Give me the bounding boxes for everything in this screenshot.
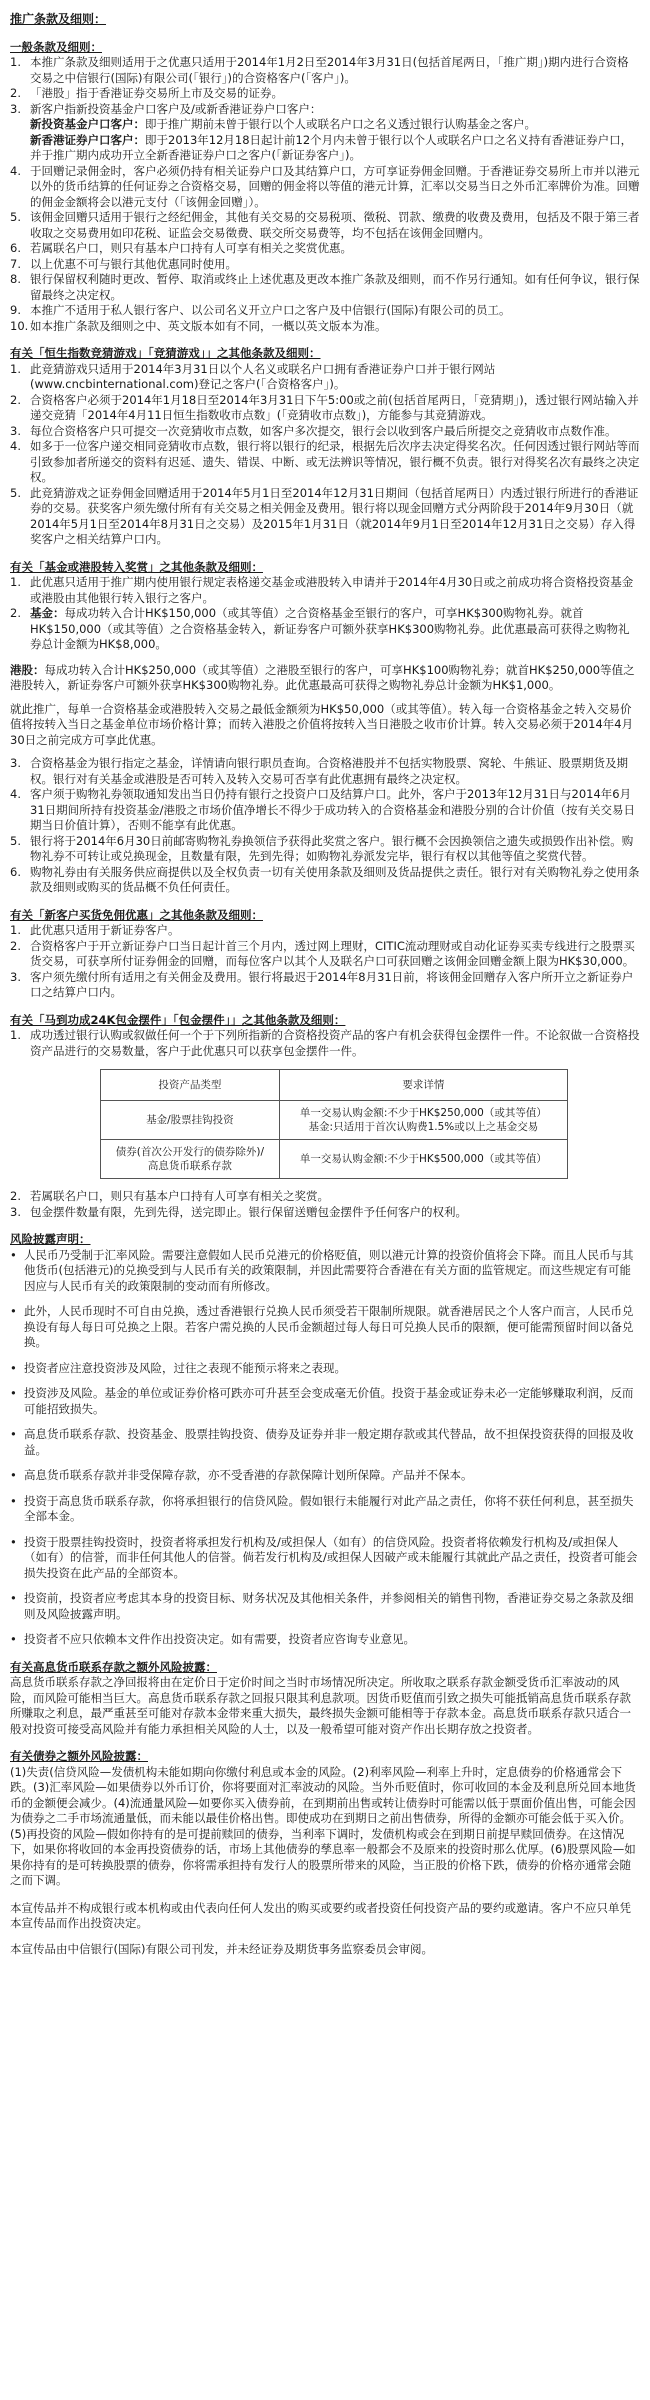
- list-item: 3. 新客户指新投资基金户口客户及/或新香港证券户口客户：: [10, 101, 322, 116]
- sub-item-fund-customer: 新投资基金户口客户：即于推广期前未曾于银行以个人或联名户口之名义透过银行认购基金之客户。: [30, 117, 536, 131]
- high-yield-risk-section: [10, 1660, 640, 1738]
- list-item: 1. 成功透过银行认购或叙做任何一个于下列所指新的合资格投资产品的客户有机会获得包金摆件一件。不论叙做一合资格投资产品进行的交易数量，客户于此优惠只可以获享包金摆件一件。: [10, 1028, 640, 1058]
- list-item: 3. 客户须先缴付所有适用之有关佣金及费用。银行将最迟于2014年8月31日前，将该佣金回赠存入客户所开立之新证券户口之结算户口内。: [10, 969, 634, 999]
- risk-bullet: • 投资涉及风险。基金的单位或证券价格可跌亦可升甚至会变成毫无价值。投资于基金或证券未必一定能够赚取利润，反而可能招致损失。: [10, 1386, 634, 1416]
- table-cell: 单一交易认购金额:不少于HK$500,000（或其等值）: [279, 1140, 567, 1179]
- risk-bullet: • 投资前，投资者应考虑其本身的投资目标、财务状况及其他相关条件，并参阅相关的销售刊物，香港证券交易之条款及细则及风险披露声明。: [10, 1591, 634, 1621]
- table-header-cell: 投资产品类型: [101, 1070, 280, 1101]
- bond-risk-text: (1)失责(信贷风险—发债机构未能如期向你缴付利息或本金的风险。(2)利率风险—利率上升时，定息债券的价格通常会下跌。(3)汇率风险—如果债券以外币订价，你将要面对汇率波动的风险。当外币贬值时，你可收回的本金及利息所兑回本地货币的金额便会减少。(4)流通量风险—如要你买入债券前，在到期前出售或转让债券时可能需以低于票面价值出售，可能会因为债券之二手市场流通量低，而未能以最佳价格出售。即使成功在到期日之前出售债券，所得的金额亦可能会低于买入价。(5)再投资的风险—假如你持有的是可提前赎回的债券，当利率下调时，发债机构或会在到期日前提早赎回债券。在这情况下，如果你将收回的本金再投资债券的话，市场上其他债券的孳息率一般都会不及原来的投资时那么优厚。(6)股票风险—如果你持有的是可转换股票的债券，你将需承担持有发行人的股票所带来的风险，当正股的价格下跌，债券的价格亦通常会随之而下调。: [10, 1764, 636, 1887]
- list-item: 3. 每位合资格客户只可提交一次竞猜收市点数，如客户多次提交，银行会以收到客户最后所提交之竞猜收市点数作准。: [10, 423, 617, 438]
- bullet-icon: •: [10, 1360, 17, 1375]
- disclaimer-text: 本宣传品并不构成银行或本机构或由代表向任何人发出的购买或要约或者投资任何投资产品的要约或邀请。客户不应只单凭本宣传品而作出投资决定。: [10, 1900, 631, 1930]
- page-title: 推广条款及细则：: [10, 12, 107, 26]
- list-item: 1. 此优惠只适用于新证券客户。: [10, 923, 180, 937]
- list-item: 2. 合资格客户于开立新证券户口当日起计首三个月内，透过网上理财，CITIC流动理财或自动化证券买卖专线进行之股票买货交易，可获享所付证券佣金的回赠，而每位客户以其个人及联名户口可获回赠之该佣金回赠金额上限为HK$30,000。: [10, 938, 635, 968]
- list-item: 5. 此竞猜游戏之证券佣金回赠适用于2014年5月1日至2014年12月31日期间（包括首尾两日）内透过银行所进行的香港证券的交易。获奖客户须先缴付所有有关交易之相关佣金及费用。银行将以现金回赠方式分两阶段于2014年9月30日（就2014年5月1日至2014年8月31日之交易）及2015年1月31日（就2014年9月1日至2014年12月31日之交易）存入得奖客户之相关结算户口内。: [10, 485, 639, 546]
- issuer-statement: 本宣传品由中信银行(国际)有限公司刊发，并未经证券及期货事务监察委员会审阅。: [10, 1941, 433, 1956]
- list-item: 3. 包金摆件数量有限，先到先得，送完即止。银行保留送赠包金摆件予任何客户的权利。: [10, 1204, 467, 1219]
- bullet-icon: •: [10, 1304, 17, 1318]
- bullet-icon: •: [10, 1591, 17, 1605]
- minimum-amount-paragraph: 就此推广，每单一合资格基金或港股转入交易之最低金额须为HK$50,000（或其等值）。转入每一合资格基金之转入交易价值将按转入当日之基金单位市场价格计算；而转入港股之价值将按转入当日港股之收市价计算。转入交易必须于2014年4月30日之前完成方可享此优惠。: [10, 701, 634, 747]
- bond-risk-title: 有关债券之额外风险披露：: [10, 1749, 148, 1763]
- fund-transfer-title: 有关「基金或港股转入奖赏」之其他条款及细则：: [10, 559, 263, 574]
- risk-bullet: • 投资于高息货币联系存款，你将承担银行的信贷风险。假如银行未能履行对此产品之责任，你将不获任何利息，甚至损失全部本金。: [10, 1493, 634, 1523]
- risk-disclosure-section: [10, 1232, 640, 1648]
- gold-ornament-section: [10, 1013, 640, 1221]
- risk-bullet: • 投资者应注意投资涉及风险，过往之表现不能预示将来之表现。: [10, 1360, 346, 1375]
- list-item: 2. 合资格客户必须于2014年1月18日至2014年3月31日下午5:00或之前(包括首尾两日，「竞猜期」)，透过银行网站输入并递交竞猜「2014年4月11日恒生指数收市点数」(「竞猜收市点数」)，方能参与其竞猜游戏。: [10, 392, 639, 422]
- list-item: 2. 「港股」指于香港证券交易所上市及交易的证券。: [10, 86, 283, 100]
- table-header-cell: 要求详情: [279, 1070, 567, 1101]
- table-cell: 单一交易认购金额:不少于HK$250,000（或其等值） 基金:只适用于首次认购费1.5%或以上之基金交易: [279, 1101, 567, 1140]
- gold-ornament-title: 有关「马到功成24K包金摆件」「包金摆件」」之其他条款及细则：: [10, 1012, 346, 1027]
- list-item: 5. 银行将于2014年6月30日前邮寄购物礼券换领信予获得此奖赏之客户。银行概不会因换领信之遗失或损毁作出补偿。购物礼券不可转让或兑换现金，且数量有限，先到先得；如购物礼券派发完毕，银行有权以其他等值之奖赏代替。: [10, 833, 634, 863]
- list-item: 10. 如本推广条款及细则之中、英文版本如有不同，一概以英文版本为准。: [10, 318, 387, 333]
- list-item: 2. 若属联名户口，则只有基本户口持有人可享有相关之奖赏。: [10, 1189, 329, 1203]
- bullet-icon: •: [10, 1493, 17, 1508]
- bullet-icon: •: [10, 1386, 17, 1400]
- list-item: 1. 本推广条款及细则适用于之优惠只适用于2014年1月2日至2014年3月31日(包括首尾两日，「推广期」)期内进行合资格交易之中信银行(国际)有限公司(「银行」)的合资格客户(「客户」)。: [10, 55, 629, 85]
- bond-risk-section: [10, 1749, 640, 1889]
- new-customer-section: [10, 908, 640, 1001]
- bullet-icon: •: [10, 1468, 17, 1482]
- table-header-row: [101, 1070, 568, 1101]
- risk-bullet: • 投资者不应只依赖本文件作出投资决定。如有需要，投资者应咨询专业意见。: [10, 1632, 415, 1646]
- table-row: [101, 1101, 568, 1140]
- list-item: 1. 此优惠只适用于推广期内使用银行规定表格递交基金或港股转入申请并于2014年4月30日或之前成功将合资格投资基金或港股由其他银行转入银行之客户。: [10, 575, 634, 605]
- risk-bullet: • 人民币乃受制于汇率风险。需要注意假如人民币兑港元的价格贬值，则以港元计算的投资价值将会下降。而且人民币与其他货币(包括港元)的兑换受到与人民币有关的政策限制，并因此需要符合香港在有关方面的监管规定。而这些规定有可能因应与人民币有关的政策限制的变动而有所修改。: [10, 1247, 634, 1293]
- guessing-game-title: 有关「恒生指数竞猜游戏」「竞猜游戏」」之其他条款及细则：: [10, 346, 321, 360]
- requirements-table: [100, 1069, 568, 1179]
- guessing-game-section: [10, 346, 640, 548]
- list-item: 7. 以上优惠不可与银行其他优惠同时使用。: [10, 256, 237, 271]
- list-item: 4. 客户须于购物礼券领取通知发出当日仍持有银行之投资户口及结算户口。此外，客户于2013年12月31日与2014年6月31日期间所持有投资基金/港股之市场价值净增长不得少于成功转入的合资格基金和港股分别的合计价值（按有关交易日期当日价值计算），否则不能享有此优惠。: [10, 787, 636, 832]
- table-cell: 基金/股票挂钩投资: [101, 1101, 280, 1140]
- general-terms-section: [10, 40, 640, 335]
- table-cell: 债券(首次公开发行的债券除外)/ 高息货币联系存款: [101, 1140, 280, 1179]
- bullet-icon: •: [10, 1427, 17, 1441]
- fund-transfer-section: [10, 560, 640, 896]
- table-row: [101, 1140, 568, 1179]
- risk-disclosure-title: 风险披露声明：: [10, 1232, 91, 1246]
- risk-bullet: • 投资于股票挂钩投资时，投资者将承担发行机构及/或担保人（如有）的信贷风险。投资者将依赖发行机构及/或担保人（如有）的信誉，而非任何其他人的信誉。倘若发行机构及/或担保人因破产或未能履行其就此产品之责任，投资者可能会损失投资在此产品的全部资本。: [10, 1534, 638, 1580]
- bullet-icon: •: [10, 1632, 17, 1646]
- list-item: 4. 于回赠记录佣金时，客户必须仍持有相关证券户口及其结算户口，方可享证券佣金回赠。于香港证券交易所上市并以港元以外的货币结算的任何证券之合资格交易，回赠的佣金将以等值的港元计算，汇率以交易当日之外币汇率牌价为准。回赠的佣金金额将会以港元支付（「该佣金回赠」）。: [10, 163, 640, 209]
- list-item: 5. 该佣金回赠只适用于银行之经纪佣金，其他有关交易的交易税项、徵税、罚款、缴费的收费及费用，包括及不限于第三者收取之交易费用如印花税、证监会交易徵费、联交所交易费等，均不包括在该佣金回赠内。: [10, 210, 640, 240]
- general-terms-title: 一般条款及细则：: [10, 39, 102, 54]
- sub-item-securities-customer: 新香港证券户口客户：即于2013年12月18日起计前12个月内未曾于银行以个人或联名户口之名义持有香港证券户口，并于推广期内成功开立全新香港证券户口之客户(「新证券客户」)。: [30, 132, 633, 162]
- hk-shares-paragraph: 港股：每成功转入合计HK$250,000（或其等值）之港股至银行的客户，可享HK$100购物礼券；就首HK$250,000等值之港股转入，新证券客户可额外获享HK$300购物礼券。此优惠最高可获得之购物礼券总计金额为HK$1,000。: [10, 662, 635, 692]
- list-item: 2. 基金：每成功转入合计HK$150,000（或其等值）之合资格基金至银行的客户，可享HK$300购物礼券。就首HK$150,000（或其等值）之合资格基金转入，新证券客户可额外获享HK$300购物礼券。此优惠最高可获得之购物礼券总计金额为HK$8,000。: [10, 606, 630, 651]
- list-item: 1. 此竞猜游戏只适用于2014年3月31日以个人名义或联名户口拥有香港证券户口并于银行网站(www.cncbinternational.com)登记之客户(「合资格客户」)。: [10, 361, 496, 391]
- high-yield-risk-text: 高息货币联系存款之净回报将由在定价日于定价时间之当时市场情况所决定。所收取之联系存款金额受货币汇率波动的风险，而风险可能相当巨大。高息货币联系存款之回报只限其利息款项。因货币贬值而引致之损失可能抵销高息货币联系存款所赚取之利息，最严重甚至可能对存款本金带来重大损失，最终损失金额可能相等于存款本金。高息货币联系存款只适合一般对投资可接受高风险并有能力承担相关风险的人士，以及一般希望可能对资产作出长期存放之投资者。: [10, 1675, 631, 1736]
- list-item: 4. 如多于一位客户递交相同竞猜收市点数，银行将以银行的纪录，根据先后次序去决定得奖名次。任何因透过银行网站等而引致参加者所递交的资料有迟延、遗失、错误、中断、或无法辨识等情况，银行概不负责。银行对得奖名次有最终之决定权。: [10, 439, 640, 484]
- bullet-icon: •: [10, 1247, 17, 1262]
- risk-bullet: • 高息货币联系存款、投资基金、股票挂钩投资、债券及证券并非一般定期存款或其代替品，故不担保投资获得的回报及收益。: [10, 1427, 634, 1457]
- risk-bullet: • 高息货币联系存款并非受保障存款，亦不受香港的存款保障计划所保障。产品并不保本。: [10, 1468, 473, 1482]
- list-item: 9. 本推广不适用于私人银行客户、以公司名义开立户口之客户及中信银行(国际)有限公司的员工。: [10, 303, 511, 317]
- risk-bullet: • 此外，人民币现时不可自由兑换，透过香港银行兑换人民币须受若干限制所规限。就香港居民之个人客户而言，人民币兑换设有每人每日可兑换之上限。若客户需兑换的人民币金额超过每人每日可兑换人民币的限额，便可能需预留时间以备兑换。: [10, 1304, 634, 1349]
- list-item: 3. 合资格基金为银行指定之基金，详情请向银行职员查询。合资格港股并不包括实物股票、窝轮、牛熊证、股票期货及期权。银行对有关基金或港股是否可转入及转入交易可否享有此优惠拥有最终之决定权。: [10, 756, 628, 786]
- high-yield-risk-title: 有关高息货币联系存款之额外风险披露：: [10, 1659, 217, 1674]
- list-item: 6. 购物礼券由有关服务供应商提供以及全权负责一切有关使用条款及细则及货品提供之责任。银行对有关购物礼券之使用条款及细则或购买的货品概不负任何责任。: [10, 864, 640, 894]
- new-customer-title: 有关「新客户买货免佣优惠」之其他条款及细则：: [10, 907, 263, 922]
- bullet-icon: •: [10, 1534, 17, 1549]
- list-item: 8. 银行保留权利随时更改、暂停、取消或终止上述优惠及更改本推广条款及细则，而不作另行通知。如有任何争议，银行保留最终之决定权。: [10, 272, 640, 302]
- list-item: 6. 若属联名户口，则只有基本户口持有人可享有相关之奖赏优惠。: [10, 241, 352, 255]
